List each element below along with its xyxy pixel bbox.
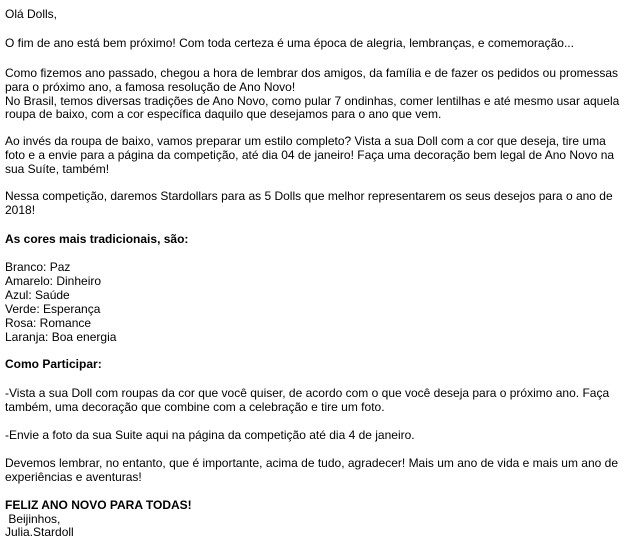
paragraph-2-line-2: foto e a envie para a página da competição, até dia 04 de janeiro! Faça uma decoração bem legal de Ano Novo na <box>5 148 615 162</box>
paragraph-1-line-1: Como fizemos ano passado, chegou a hora de lembrar dos amigos, da família e de fazer os pedidos ou promessas <box>5 66 619 80</box>
color-item-pink: Rosa: Romance <box>5 316 92 330</box>
paragraph-2-line-1: Ao invés da roupa de baixo, vamos preparar um estilo completo? Vista a sua Doll com a cor que deseja, tire uma <box>5 134 606 148</box>
colors-heading: As cores mais tradicionais, são: <box>5 232 189 246</box>
color-item-green: Verde: Esperança <box>5 302 101 316</box>
paragraph-3-line-2: 2018! <box>5 203 36 217</box>
intro-paragraph: O fim de ano está bem próximo! Com toda certeza é uma época de alegria, lembranças, e comemoração... <box>5 36 574 50</box>
paragraph-1-line-2: para o próximo ano, a famosa resolução de Ano Novo! <box>5 80 296 94</box>
paragraph-3-line-1: Nessa competição, daremos Stardollars para as 5 Dolls que melhor representarem os seus desejos para o ano de <box>5 189 613 203</box>
how-to-participate-heading: Como Participar: <box>5 357 102 371</box>
step-1-line-2: também, uma decoração que combine com a celebração e tire um foto. <box>5 400 385 414</box>
new-year-wish: FELIZ ANO NOVO PARA TODAS! <box>5 498 192 512</box>
paragraph-1-line-4: roupa de baixo, com a cor específica daquilo que desejamos para o ano que vem. <box>5 107 442 121</box>
signature: Julia.Stardoll <box>5 525 74 539</box>
sign-off: Beijinhos, <box>5 512 61 526</box>
paragraph-2-line-3: sua Suíte, também! <box>5 162 110 176</box>
closing-line-2: experiências e aventuras! <box>5 470 142 484</box>
paragraph-1-line-3: No Brasil, temos diversas tradições de Ano Novo, como pular 7 ondinhas, comer lentilhas e até mesmo usar aquela <box>5 94 620 108</box>
color-item-yellow: Amarelo: Dinheiro <box>5 274 102 288</box>
step-2: -Envie a foto da sua Suite aqui na página da competição até dia 4 de janeiro. <box>5 428 415 442</box>
color-item-white: Branco: Paz <box>5 260 71 274</box>
closing-line-1: Devemos lembrar, no entanto, que é importante, acima de tudo, agradecer! Mais um ano de vida e mais um ano de <box>5 456 619 470</box>
step-1-line-1: -Vista a sua Doll com roupas da cor que você quiser, de acordo com o que você deseja para o próximo ano. Faça <box>5 386 610 400</box>
color-item-blue: Azul: Saúde <box>5 288 70 302</box>
color-item-orange: Laranja: Boa energia <box>5 330 117 344</box>
greeting: Olá Dolls, <box>5 7 58 21</box>
